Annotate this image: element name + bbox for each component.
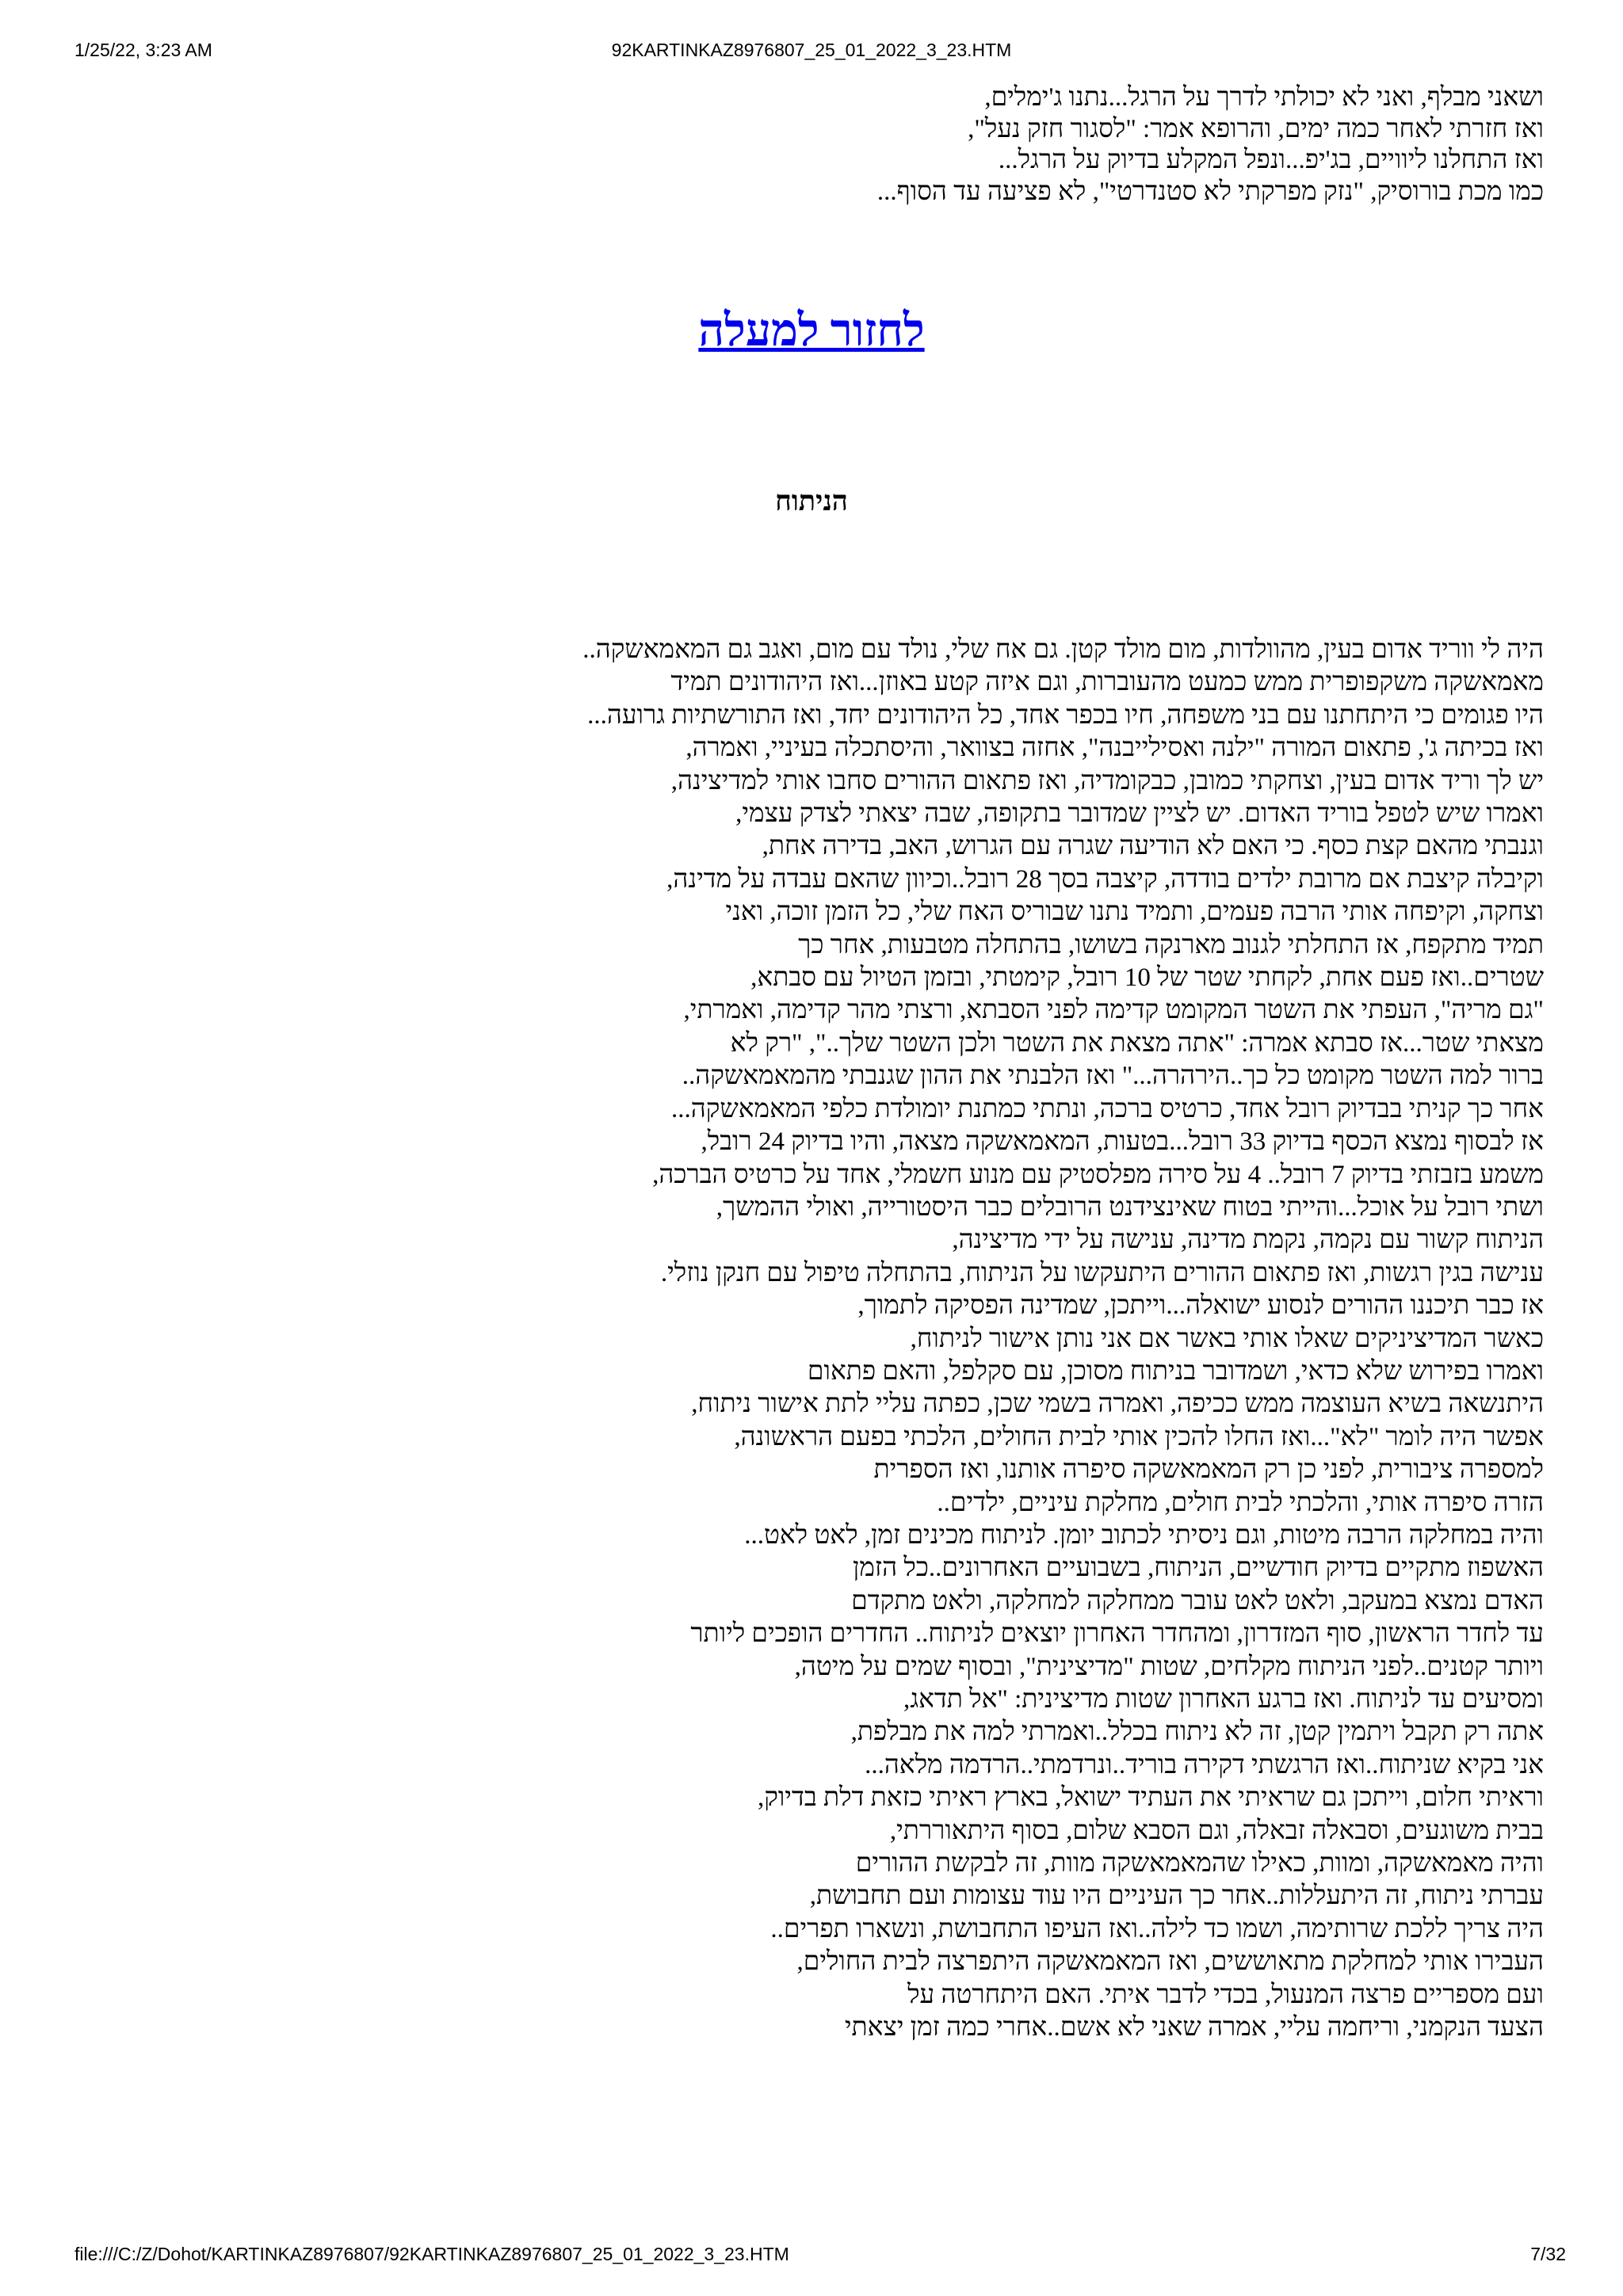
story-line: אתה רק תקבל ויתמין קטן, זה לא ניתוח בכלל..ואמרתי למה את מבלפת, [850, 1718, 1544, 1747]
story-line: וקיבלה קיצבת אם מרובת ילדים בודדה, קיצבה בסך 28 רובל..וכיוון שהאם עבדה על מדינה, [666, 864, 1544, 894]
story-line: היה צריך ללכת שרותימה, ושמו כד לילה..ואז העיפו התחבושת, ונשארו תפרים.. [770, 1914, 1544, 1943]
story-line: והיה במחלקה הרבה מיטות, וגם ניסיתי לכתוב יומן. לניתוח מכינים זמן, לאט לאט... [744, 1520, 1544, 1550]
story-line: אז לבסוף נמצא הכסף בדיוק 33 רובל...בטעות, המאמאשקה מצאה, והיו בדיוק 24 רובל, [701, 1127, 1544, 1157]
story-line: אחר כך קניתי בבדיוק רובל אחד, כרטיס ברכה, ונתתי כמתנת יומולדת כלפי המאמאשקה... [670, 1094, 1544, 1123]
story-line: וראיתי חלום, וייתכן גם שראיתי את העתיד ישואל, בארץ ראיתי כזאת דלת בדיוק, [757, 1783, 1544, 1813]
poem-stanza [593, 82, 1544, 208]
story-line: ועם מספריים פרצה המנעול, בכדי לדבר איתי. האם היתחרטה על [907, 1980, 1544, 2009]
story-line: "גם מריה", העפתי את השטר המקומט קדימה לפני הסבתא, ורצתי מהר קדימה, ואמרתי, [683, 996, 1544, 1025]
story-line: היתנשאה בשיא העוצמה ממש ככיפה, ואמרה בשמי שכן, כפתה עליי לתת אישור ניתוח, [691, 1390, 1544, 1419]
story-line: מצאתי שטר...אז סבתא אמרה: "אתה מצאת את השטר ולכן השטר שלך..", "רק לא [730, 1028, 1544, 1058]
story-line: כאשר המדיציניקים שאלו אותי באשר אם אני נותן אישור לניתוח, [910, 1324, 1544, 1353]
file-path: file:///C:/Z/Dohot/KARTINKAZ8976807/92KARTINKAZ8976807_25_01_2022_3_23.HTM [74, 2244, 789, 2264]
story-line: היה לי ווריד אדום בעין, מהוולדות, מום מולד קטן. גם אח שלי, נולד עם מום, ואגב גם המאמאשקה.. [582, 635, 1544, 664]
story-line: ואז בכיתה ג', פתאום המורה "ילנה ואסילייבנה", אחזה בצוואר, והיסתכלה בעיניי, ואמרה, [685, 734, 1544, 763]
story-line: עברתי ניתוח, זה היתעללות..אחר כך העיניים היו עוד עצומות ועם תחבושת, [809, 1882, 1544, 1911]
poem-line: ושאני מבלף, ואני לא יכולתי לדרך על הרגל...נתנו ג'ימלים, [984, 83, 1544, 112]
story-line: העבירו אותי למחלקת מתאוששים, ואז המאמאשקה היתפרצה לבית החולים, [796, 1947, 1544, 1977]
story-line: שטרים..ואז פעם אחת, לקחתי שטר של 10 רובל, קימטתי, ובזמן הטיול עם סבתא, [750, 963, 1544, 993]
story-line: אפשר היה לומר "לא"...ואז החלו להכין אותי לבית החולים, הלכתי בפעם הראשונה, [734, 1422, 1544, 1451]
story-line: הניתוח קשור עם נקמה, נקמת מדינה, ענישה על ידי מדיצינה, [952, 1226, 1544, 1255]
story-line: מאמאשקה משקפופרית ממש כמעט מהעוברות, וגם איזה קטע באוזן...ואז היהודונים תמיד [670, 668, 1544, 697]
story-line: ואמרו בפירוש שלא כדאי, ושמדובר בניתוח מסוכן, עם סקלפל, והאם פתאום [807, 1356, 1544, 1386]
story-line: הזרה סיפרה אותי, והלכתי לבית חולים, מחלקת עיניים, ילדים.. [937, 1488, 1544, 1517]
story-line: וצחקה, וקיפחה אותי הרבה פעמים, ותמיד נתנו שבוריס האח שלי, כל הזמן זוכה, ואני [725, 898, 1544, 927]
poem-line: ואז התחלנו ליוויים, בג'יפ...ונפל המקלע בדיוק על הרגל... [998, 146, 1544, 174]
story-line: הצעד הנקמני, וריחמה עליי, אמרה שאני לא אשם..אחרי כמה זמן יצאתי [844, 2013, 1544, 2042]
story-line: בבית משוגעים, וסבאלה זבאלה, וגם הסבא שלום, בסוף היתאוררתי, [889, 1816, 1544, 1845]
story-line: אני בקיא שניתוח..ואז הרגשתי דקירה בוריד..ונרדמתי..הרדמה מלאה... [865, 1750, 1544, 1779]
story-line: והיה מאמאשקה, ומוות, כאילו שהמאמאשקה מוות, זה לבקשת ההורים [855, 1849, 1544, 1878]
page-number: 7/32 [1530, 2244, 1566, 2264]
print-header [0, 40, 1623, 71]
story-line: ואמרו שיש לטפל בוריד האדום. יש לציין שמדובר בתקופה, שבה יצאתי לצדק עצמי, [735, 799, 1544, 829]
section-title: הניתוח [775, 486, 848, 517]
print-footer [0, 2244, 1623, 2275]
document-title: 92KARTINKAZ8976807_25_01_2022_3_23.HTM [611, 40, 1012, 60]
story-line: תמיד מתקפח, אז התחלתי לגנוב מארנקה בשושו, בהתחלה מטבעות, אחר כך [798, 930, 1544, 959]
story-line: יש לך וריד אדום בעין, וצחקתי כמובן, כבקומדיה, ואז פתאום ההורים סחבו אותי למדיצינה, [670, 766, 1544, 795]
story-line: וגנבתי מהאם קצת כסף. כי האם לא הודיעה שגרה עם הגרוש, האב, בדירה אחת, [762, 832, 1544, 861]
story-line: האדם נמצא במעקב, ולאט לאט עובר ממחלקה למחלקה, ולאט מתקדם [851, 1586, 1544, 1615]
story-line: ויותר קטנים..לפני הניתוח מקלחים, שטות "מדיצינית", ובסוף שמים על מיטה, [794, 1652, 1544, 1681]
back-to-top-link[interactable]: לחזור למעלה [698, 306, 925, 356]
print-date: 1/25/22, 3:23 AM [74, 40, 212, 60]
story-line: ברור למה השטר מקומט כל כך..הירהרה..." ואז הלבנתי את ההון שגנבתי מהמאמאשקה.. [682, 1062, 1544, 1091]
story-line: היו פגומים כי היתחתנו עם בני משפחה, חיו בכפר אחד, כל היהודונים יחד, ואז התורשתיות גרועה... [587, 700, 1544, 730]
story-line: למספרה ציבורית, לפני כן רק המאמאשקה סיפרה אותנו, ואז הספרית [873, 1455, 1544, 1485]
story-line: ומסיעים עד לניתוח. ואז ברגע האחרון שטות מדיצינית: "אל תדאג, [903, 1685, 1544, 1714]
story-line: האשפוז מתקיים בדיוק חודשיים, הניתוח, בשבועיים האחרונים..כל הזמן [852, 1554, 1544, 1583]
story-line: ענישה בגין רגשות, ואז פתאום ההורים היתעקשו על הניתוח, בהתחלה טיפול עם חנקן נוזלי. [660, 1258, 1544, 1287]
story-text [307, 634, 1544, 2044]
poem-line: כמו מכת בורוסיק, "נזק מפרקתי לא סטנדרטי", לא פציעה עד הסוף... [876, 177, 1544, 206]
story-line: משמע בזבזתי בדיוק 7 רובל.. 4 על סירה מפלסטיק עם מנוע חשמלי, אחד על כרטיס הברכה, [652, 1160, 1544, 1189]
poem-line: ואז חזרתי לאחר כמה ימים, והרופא אמר: "לסגור חזק נעל", [968, 114, 1544, 143]
story-line: עד לחדר הראשון, סוף המזדרון, ומהחדר האחרון יוצאים לניתוח.. החדרים הופכים ליותר [690, 1619, 1544, 1649]
story-line: ושתי רובל על אוכל...והייתי בטוח שאינצידנט הרובלים כבר היסטורייה, ואולי ההמשך, [716, 1192, 1544, 1222]
story-line: אז כבר תיכננו ההורים לנסוע ישואלה...וייתכן, שמדינה הפסיקה לתמוך, [857, 1291, 1544, 1321]
